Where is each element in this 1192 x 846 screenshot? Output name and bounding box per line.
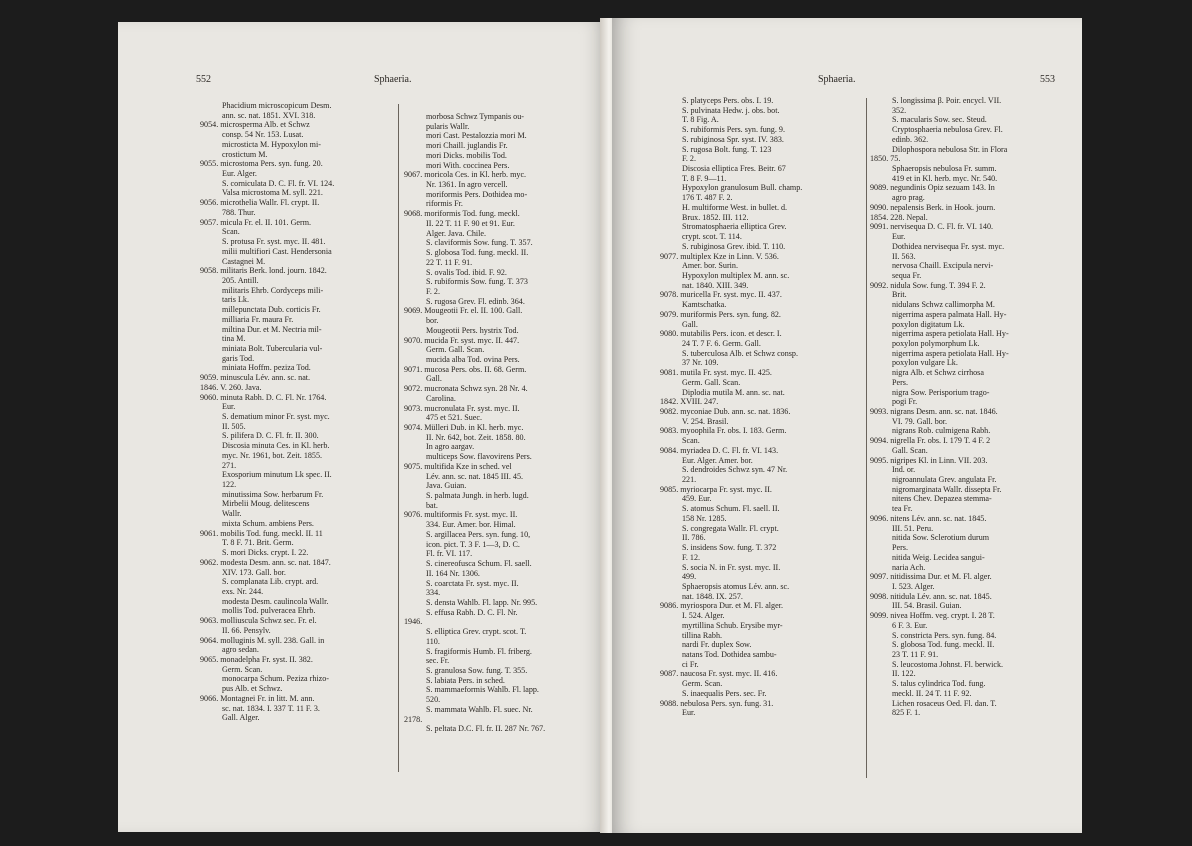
catalogue-line: 9079. muriformis Pers. syn. fung. 82. [660,309,781,319]
catalogue-line: edinb. 362. [892,134,929,144]
catalogue-line: II. 164 Nr. 1306. [426,568,480,578]
catalogue-line: 9066. Montagnei Fr. in litt. M. ann. [200,693,315,703]
catalogue-line: mori Cast. Pestalozzia mori M. [426,131,527,141]
catalogue-line: Gall. [682,319,698,329]
catalogue-line: pularis Wallr. [426,121,470,131]
catalogue-line: S. palmata Jungh. in herb. lugd. [426,491,529,501]
catalogue-line: S. elliptica Grev. crypt. scot. T. [426,627,527,637]
catalogue-line: sec. Fr. [426,656,450,666]
catalogue-line: S. tuberculosa Alb. et Schwz consp. [682,348,798,358]
catalogue-line: S. leucostoma Johnst. Fl. berwick. [892,659,1004,669]
catalogue-line: nigra Alb. et Schwz cirrhosa [892,368,984,378]
catalogue-line: poxylon digitatum Lk. [892,319,965,329]
right-column-1 [660,96,860,718]
catalogue-line: II. 563. [892,251,916,261]
catalogue-line: Ind. or. [892,465,916,475]
catalogue-line: 9065. monadelpha Fr. syst. II. 382. [200,654,313,664]
right-page [612,18,1082,833]
catalogue-line: 9070. mucida Fr. syst. myc. II. 447. [404,335,520,345]
catalogue-line: monocarpa Schum. Peziza rhizo- [222,674,329,684]
catalogue-line: Eur. [222,402,236,412]
catalogue-line: S. peltata D.C. Fl. fr. II. 287 Nr. 767. [426,724,546,734]
catalogue-line: Valsa microstoma M. syll. 221. [222,188,323,198]
catalogue-line: nigerrima aspera palmata Hall. Hy- [892,309,1007,319]
catalogue-line: 9099. nivea Hoffm. veg. crypt. I. 28 T. [870,611,995,621]
catalogue-line: 9058. militaris Berk. lond. journ. 1842. [200,266,327,276]
catalogue-line: 22 T. 11 F. 91. [426,257,473,267]
catalogue-line: Alger. Java. Chile. [426,228,487,238]
catalogue-line: 9068. moriformis Tod. fung. meckl. [404,209,520,219]
catalogue-line: Germ. Scan. [682,679,723,689]
catalogue-line: Dothidea nervisequa Fr. syst. myc. [892,241,1005,251]
catalogue-line: poxylon vulgare Lk. [892,358,958,368]
catalogue-line: crostictum M. [222,149,268,159]
catalogue-line: T. 8 F. 71. Brit. Germ. [222,538,294,548]
catalogue-line: 334. [426,588,441,598]
catalogue-line: mori Dicks. mobilis Tod. [426,150,507,160]
catalogue-line: multiceps Sow. flavovirens Pers. [426,452,532,462]
catalogue-line: Gall. Alger. [222,713,260,723]
catalogue-line: II. 122. [892,669,916,679]
catalogue-line: 9095. nigripes Kl. in Linn. VII. 203. [870,455,988,465]
catalogue-line: mollis Tod. pulveracea Ehrb. [222,606,316,616]
catalogue-line: Hypoxylon multiplex M. ann. sc. [682,270,790,280]
catalogue-line: riformis Fr. [426,199,463,209]
catalogue-line: nigerrima aspera petiolata Hall. Hy- [892,348,1009,358]
catalogue-line: 9083. myoophila Fr. obs. I. 183. Germ. [660,426,787,436]
catalogue-line: III. 54. Brasil. Guian. [892,601,962,611]
catalogue-line: S. atomus Schum. Fl. saell. II. [682,504,780,514]
catalogue-line: 9074. Mülleri Dub. in Kl. herb. myc. [404,423,524,432]
catalogue-line: 419 et in Kl. herb. myc. Nr. 540. [892,173,998,183]
catalogue-line: modesta Desm. caulincola Wallr. [222,596,329,606]
catalogue-line: II. 22 T. 11 F. 90 et 91. Eur. [426,218,515,228]
catalogue-line: 9063. molliuscula Schwz sec. Fr. el. [200,616,317,626]
catalogue-line: 9086. myriospora Dur. et M. Fl. alger. [660,601,783,611]
catalogue-line: tea Fr. [892,504,913,514]
column-rule [866,98,867,778]
catalogue-line: T. 8 F. 9—11. [682,173,727,183]
catalogue-line: myc. Nr. 1961, bot. Zeit. 1855. [222,450,323,460]
catalogue-line: Fl. fr. VI. 117. [426,549,473,559]
catalogue-line: 9054. microsperma Alb. et Schwz [200,120,310,130]
catalogue-line: 9092. nidula Sow. fung. T. 394 F. 2. [870,280,986,290]
catalogue-line: S. corniculata D. C. Fl. fr. VI. 124. [222,178,335,188]
catalogue-line: tillina Rabh. [682,630,723,640]
catalogue-line: S. densta Wahlb. Fl. lapp. Nr. 995. [426,597,538,607]
catalogue-line: 110. [426,636,440,646]
catalogue-line: Discosia minuta Ces. in Kl. herb. [222,441,330,451]
catalogue-line: Eur. [892,232,906,242]
catalogue-line: 9062. modesta Desm. ann. sc. nat. 1847. [200,557,331,567]
catalogue-line: S. argillacea Pers. syn. fung. 10, [426,529,531,539]
catalogue-line: 9057. micula Fr. el. II. 101. Germ. [200,217,312,227]
catalogue-line: bor. [426,316,439,326]
catalogue-line: 9093. nigrans Desm. ann. sc. nat. 1846. [870,407,998,416]
catalogue-line: Phacidium microscopicum Desm. [222,101,332,110]
catalogue-line: 9088. nebulosa Pers. syn. fung. 31. [660,698,774,708]
catalogue-line: mixta Schum. ambiens Pers. [222,518,314,528]
catalogue-line: 9056. microthelia Wallr. Fl. crypt. II. [200,198,320,208]
catalogue-line: natans Tod. Dothidea sambu- [682,649,777,659]
catalogue-line: icon. pict. T. 3 F. 1—3, D. C. [426,539,520,549]
catalogue-line: 9075. multifida Kze in sched. vel [404,461,512,471]
catalogue-line: 9076. multiformis Fr. syst. myc. II. [404,510,518,520]
catalogue-line: 158 Nr. 1285. [682,513,727,523]
catalogue-line: 9055. microstoma Pers. syn. fung. 20. [200,159,323,169]
catalogue-line: nitens Chev. Depazea stemma- [892,494,992,504]
catalogue-line: 37 Nr. 109. [682,358,719,368]
catalogue-line: Pers. [892,543,908,553]
catalogue-line: II. 786. [682,533,706,543]
catalogue-line: S. pulvinata Hedw. j. obs. bot. [682,105,780,115]
catalogue-line: S. socia N. in Fr. syst. myc. II. [682,562,781,572]
catalogue-line: bat. [426,500,438,510]
catalogue-line: 205. Antill. [222,275,259,285]
catalogue-line: S. rugosa Grev. Fl. edinb. 364. [426,296,525,306]
column-rule [398,104,399,772]
catalogue-line: Dilophospora nebulosa Str. in Flora [892,144,1008,154]
catalogue-line: 520. [426,695,441,705]
catalogue-line: 9098. nitidula Lév. ann. sc. nat. 1845. [870,591,992,601]
catalogue-line: nat. 1840. XIII. 349. [682,280,749,290]
catalogue-line: Brit. [892,290,907,300]
catalogue-line: nervosa Chaill. Excipula nervi- [892,261,994,271]
catalogue-line: sequa Fr. [892,270,922,280]
catalogue-line: naria Ach. [892,562,926,572]
catalogue-line: 221. [682,475,697,485]
catalogue-line: 9085. myriocarpa Fr. syst. myc. II. [660,484,772,494]
catalogue-line: 23 T. 11 F. 91. [892,649,939,659]
catalogue-line: ann. sc. nat. 1851. XVI. 318. [222,110,316,120]
catalogue-line: 9071. mucosa Pers. obs. II. 68. Germ. [404,364,527,374]
catalogue-line: S. protusa Fr. syst. myc. II. 481. [222,237,326,247]
catalogue-line: I. 524. Alger. [682,611,725,621]
right-page-number: 553 [1040,74,1055,85]
catalogue-line: nardi Fr. duplex Sow. [682,640,752,650]
catalogue-line: S. labiata Pers. in sched. [426,675,505,685]
catalogue-line: S. talus cylindrica Tod. fung. [892,679,986,689]
catalogue-line: militaris Ehrb. Cordyceps mili- [222,285,324,295]
catalogue-line: Java. Guian. [426,481,467,491]
catalogue-line: S. mammaeformis Wahlb. Fl. lapp. [426,685,539,695]
catalogue-line: S. rugosa Bolt. fung. T. 123 [682,144,772,154]
catalogue-line: 334. Eur. Amer. bor. Himal. [426,520,516,530]
catalogue-line: XIV. 173. Gall. bor. [222,567,286,577]
catalogue-line: morbosa Schwz Tympanis ou- [426,112,524,121]
catalogue-line: 9084. myriadea D. C. Fl. fr. VI. 143. [660,445,779,455]
catalogue-line: Gall. [426,374,442,384]
catalogue-line: S. congregata Wallr. Fl. crypt. [682,523,779,533]
catalogue-line: 9090. nepalensis Berk. in Hook. journ. [870,202,996,212]
catalogue-line: S. macularis Sow. sec. Steud. [892,115,987,125]
catalogue-line: 122. [222,480,237,490]
catalogue-line: F. 12. [682,552,701,562]
catalogue-line: 9091. nervisequa D. C. Fl. fr. VI. 140. [870,222,994,232]
left-column-2 [404,112,604,734]
catalogue-line: 2178. [404,714,423,724]
catalogue-line: ci Fr. [682,659,699,669]
catalogue-line: mucida alba Tod. ovina Pers. [426,354,520,364]
catalogue-line: 9073. mucronulata Fr. syst. myc. II. [404,403,520,413]
catalogue-line: microsticta M. Hypoxylon mi- [222,139,321,149]
catalogue-line: tina M. [222,334,246,344]
catalogue-line: Carolina. [426,393,456,403]
catalogue-line: Germ. Gall. Scan. [426,345,485,355]
catalogue-line: meckl. II. 24 T. 11 F. 92. [892,688,972,698]
catalogue-line: 6 F. 3. Eur. [892,620,928,630]
catalogue-line: pogi Fr. [892,397,918,407]
catalogue-line: Sphaeropsis nebulosa Fr. summ. [892,164,997,174]
catalogue-line: S. rubiformis Sow. fung. T. 373 [426,277,528,287]
catalogue-line: 1946. [404,617,423,627]
catalogue-line: S. ovalis Tod. ibid. F. 92. [426,267,507,277]
catalogue-line: Diplodia mutila M. ann. sc. nat. [682,387,785,397]
catalogue-line: II. 66. Pensylv. [222,625,271,635]
catalogue-line: 24 T. 7 F. 6. Germ. Gall. [682,338,761,348]
catalogue-line: S. insidens Sow. fung. T. 372 [682,543,777,553]
catalogue-line: 352. [892,105,907,115]
catalogue-line: S. globosa Tod. fung. meckl. II. [892,640,995,650]
catalogue-line: 271. [222,460,237,470]
catalogue-line: 9094. nigrella Fr. obs. I. 179 T. 4 F. 2 [870,436,991,446]
catalogue-line: nitida Sow. Sclerotium durum [892,533,990,543]
catalogue-line: Lichen rosaceus Oed. Fl. dan. T. [892,698,997,708]
catalogue-line: millepunctata Dub. corticis Fr. [222,305,321,315]
catalogue-line: 176 T. 487 F. 2. [682,193,733,203]
catalogue-line: V. 254. Brasil. [682,416,729,426]
catalogue-line: 1854. 228. Nepal. [870,212,928,222]
catalogue-line: Nr. 1361. In agro vercell. [426,180,508,190]
catalogue-line: S. cinereofusca Schum. Fl. saell. [426,559,532,569]
catalogue-line: 9087. naucosa Fr. syst. myc. II. 416. [660,669,778,679]
catalogue-line: moriformis Pers. Dothidea mo- [426,189,528,199]
catalogue-line: S. pilifera D. C. Fl. fr. II. 300. [222,431,319,441]
catalogue-line: 9097. nitidissima Dur. et M. Fl. alger. [870,572,992,582]
catalogue-line: Eur. [682,708,696,718]
catalogue-line: S. constricta Pers. syn. fung. 84. [892,630,997,640]
catalogue-line: 9060. minuta Rabh. D. C. Fl. Nr. 1764. [200,392,327,402]
catalogue-line: 9078. muricella Fr. syst. myc. II. 437. [660,290,782,300]
catalogue-line: garis Tod. [222,353,255,363]
catalogue-line: Scan. [222,227,240,237]
catalogue-line: Mirbelii Moug. delitescens [222,499,310,509]
catalogue-line: 9077. multiplex Kze in Linn. V. 536. [660,251,779,261]
catalogue-line: In agro aargav. [426,442,475,452]
catalogue-line: S. rubiformis Pers. syn. fung. 9. [682,125,785,135]
catalogue-line: S. coarctata Fr. syst. myc. II. [426,578,519,588]
catalogue-line: myrtillina Schub. Erysibe myr- [682,620,783,630]
catalogue-line: exs. Nr. 244. [222,586,264,596]
catalogue-line: S. dendroides Schwz syn. 47 Nr. [682,465,788,475]
catalogue-line: II. Nr. 642, bot. Zeit. 1858. 80. [426,432,526,442]
catalogue-line: 1842. XVIII. 247. [660,397,719,407]
catalogue-line: Germ. Gall. Scan. [682,377,741,387]
catalogue-line: nigromarginata Wallr. dissepta Fr. [892,484,1002,494]
catalogue-line: 788. Thur. [222,207,256,217]
catalogue-line: 9069. Mougeotii Fr. el. II. 100. Gall. [404,306,523,316]
catalogue-line: sc. nat. 1834. I. 337 T. 11 F. 3. [222,703,320,713]
left-running-head: Sphaeria. [374,74,412,85]
catalogue-line: Germ. Scan. [222,664,263,674]
catalogue-line: miniata Bolt. Tubercularia vul- [222,343,323,353]
catalogue-line: F. 2. [426,286,440,296]
catalogue-line: minutissima Sow. herbarum Fr. [222,489,324,499]
catalogue-line: Amer. bor. Surin. [682,261,738,271]
catalogue-line: 9080. mutabilis Pers. icon. et descr. I. [660,329,782,339]
catalogue-line: 9082. myconiae Dub. ann. sc. nat. 1836. [660,407,791,416]
catalogue-line: Wallr. [222,509,242,519]
catalogue-line: 825 F. 1. [892,708,921,718]
catalogue-line: 9096. nitens Lév. ann. sc. nat. 1845. [870,513,987,523]
catalogue-line: S. mori Dicks. crypt. I. 22. [222,548,309,558]
catalogue-line: Gall. Scan. [892,445,928,455]
catalogue-line: nidulans Schwz callimorpha M. [892,300,995,310]
catalogue-line: pus Alb. et Schwz. [222,684,283,694]
catalogue-line: Pers. [892,377,908,387]
left-page-number: 552 [196,74,211,85]
catalogue-line: nigrans Rob. culmigena Rabh. [892,426,991,436]
catalogue-line: 9067. moricola Ces. in Kl. herb. myc. [404,170,527,180]
catalogue-line: miltina Dur. et M. Nectria mil- [222,324,322,334]
catalogue-line: VI. 79. Gall. bor. [892,416,948,426]
catalogue-line: F. 2. [682,154,696,164]
catalogue-line: Eur. Alger. Amer. bor. [682,455,753,465]
catalogue-line: 9064. molluginis M. syll. 238. Gall. in [200,635,325,645]
catalogue-line: Stromatosphaeria elliptica Grev. [682,222,787,232]
catalogue-line: S. dematium minor Fr. syst. myc. [222,412,330,421]
right-column-2 [870,96,1075,718]
catalogue-line: S. globosa Tod. fung. meckl. II. [426,248,529,258]
catalogue-line: crypt. scot. T. 114. [682,232,742,242]
catalogue-line: Castagnei M. [222,256,266,266]
catalogue-line: 9089. negundinis Opiz sezuam 143. In [870,183,995,193]
catalogue-line: H. multiforme West. in bullet. d. [682,202,788,212]
catalogue-line: S. longissima β. Poir. encycl. VII. [892,96,1002,105]
catalogue-line: agro prag. [892,193,925,203]
catalogue-line: S. effusa Rabh. D. C. Fl. Nr. [426,607,518,617]
catalogue-line: milii multifiori Cast. Hendersonia [222,246,332,256]
catalogue-line: 1846. V. 260. Java. [200,382,262,392]
catalogue-line: miniata Hoffm. peziza Tod. [222,363,311,373]
catalogue-line: S. fragiformis Humb. Fl. friberg. [426,646,532,656]
catalogue-line: 475 et 521. Suec. [426,413,482,423]
catalogue-line: Cryptosphaeria nebulosa Grev. Fl. [892,125,1003,135]
left-page [118,22,608,832]
catalogue-line: taris Lk. [222,295,249,305]
catalogue-line: milliaria Fr. maura Fr. [222,314,294,324]
catalogue-line: S. complanata Lib. crypt. ard. [222,577,319,587]
catalogue-line: Brux. 1852. III. 112. [682,212,749,222]
catalogue-line: 9061. mobilis Tod. fung. meckl. II. 11 [200,528,323,538]
catalogue-line: Eur. Alger. [222,169,257,179]
catalogue-line: 9081. mutila Fr. syst. myc. II. 425. [660,368,772,378]
catalogue-line: S. claviformis Sow. fung. T. 357. [426,238,533,248]
catalogue-line: agro sedan. [222,645,259,655]
catalogue-line: 9072. mucronata Schwz syn. 28 Nr. 4. [404,384,528,394]
catalogue-line: 1850. 75. [870,154,901,164]
catalogue-line: Discosia elliptica Fres. Beitr. 67 [682,164,786,174]
catalogue-line: Lév. ann. sc. nat. 1845 III. 45. [426,471,524,481]
right-running-head: Sphaeria. [818,74,856,85]
catalogue-line: II. 505. [222,421,246,431]
catalogue-line: mori With. coccinea Pers. [426,160,510,170]
catalogue-line: nigroannulata Grev. angulata Fr. [892,475,997,485]
catalogue-line: S. granulosa Sow. fung. T. 355. [426,665,528,675]
catalogue-line: nitida Weig. Lecidea sangui- [892,552,985,562]
catalogue-line: Kamtschatka. [682,300,727,310]
catalogue-line: mori Chaill. juglandis Fr. [426,141,508,151]
catalogue-line: S. platyceps Pers. obs. I. 19. [682,96,774,105]
catalogue-line: 499. [682,572,697,582]
catalogue-line: Mougeotii Pers. hystrix Tod. [426,325,519,335]
catalogue-line: Sphaeropsis atomus Lév. ann. sc. [682,581,790,591]
catalogue-line: T. 8 Fig. A. [682,115,719,125]
catalogue-line: I. 523. Alger. [892,581,935,591]
catalogue-line: Hypoxylon granulosum Bull. champ. [682,183,803,193]
catalogue-line: nigerrima aspera petiolata Hall. Hy- [892,329,1009,339]
catalogue-line: nigra Sow. Perisporium trago- [892,387,990,397]
catalogue-line: S. rubiginosa Grev. ibid. T. 110. [682,241,786,251]
catalogue-line: S. rubiginosa Spr. syst. IV. 383. [682,134,784,144]
catalogue-line: nat. 1848. IX. 257. [682,591,743,601]
left-column-1 [200,101,395,723]
catalogue-line: III. 51. Peru. [892,523,934,533]
catalogue-line: 9059. minuscula Lév. ann. sc. nat. [200,373,311,383]
catalogue-line: S. mammata Wahlb. Fl. suec. Nr. [426,704,533,714]
catalogue-line: consp. 54 Nr. 153. Lusat. [222,130,304,140]
catalogue-line: poxylon polymorphum Lk. [892,338,980,348]
catalogue-line: Scan. [682,436,700,446]
catalogue-line: 459. Eur. [682,494,712,504]
catalogue-line: Exosporium minutum Lk spec. II. [222,470,332,480]
catalogue-line: S. inaequalis Pers. sec. Fr. [682,688,767,698]
